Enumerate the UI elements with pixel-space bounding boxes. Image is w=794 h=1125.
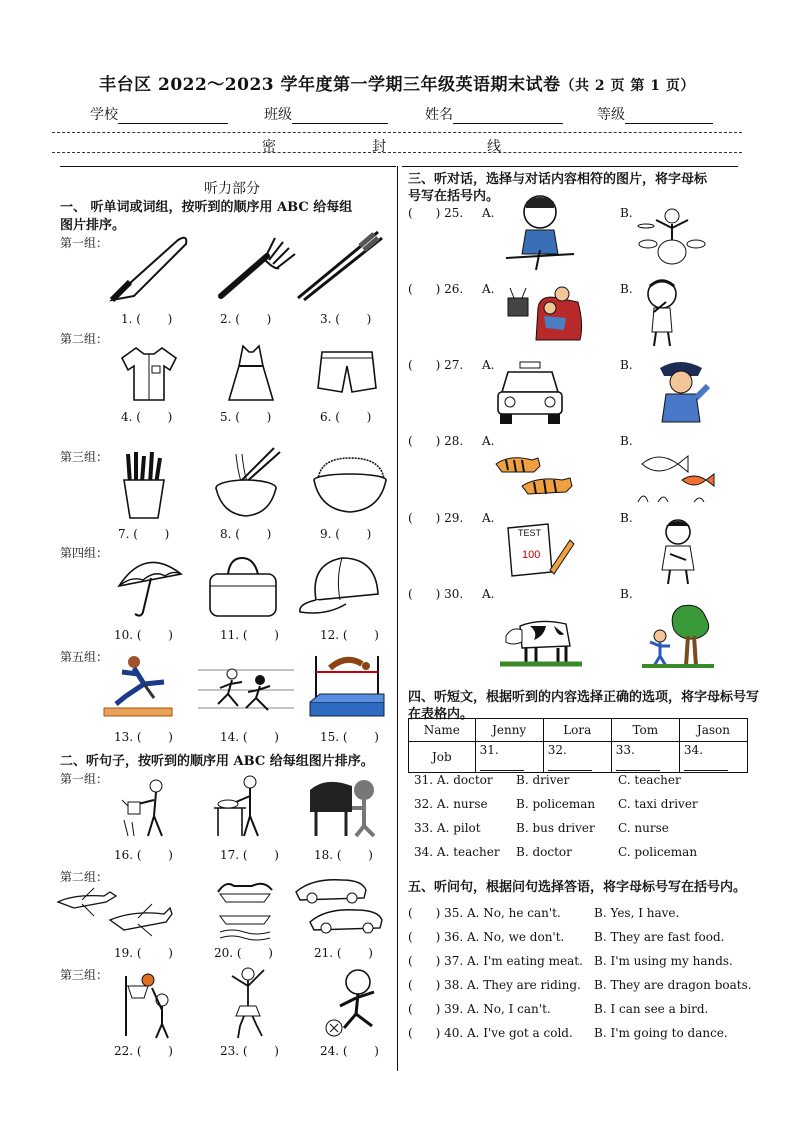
q14[interactable]: 14. ( )	[220, 730, 279, 744]
table-header-row	[409, 719, 748, 742]
shirt-icon	[118, 344, 180, 402]
part4-title-line1: 四、听短文，根据听到的内容选择正确的选项，将字母标号写	[408, 690, 760, 705]
q40-b: B. I'm going to dance.	[594, 1026, 728, 1040]
group3-label: 第三组：	[60, 450, 109, 464]
q37[interactable]: ( ) 37. A. I'm eating meat.	[408, 954, 583, 968]
group5-label: 第五组：	[60, 650, 109, 664]
q25[interactable]: ( ) 25.	[408, 206, 464, 220]
score-label: 100	[522, 549, 541, 561]
group4-label: 第四组：	[60, 546, 109, 560]
part5-title: 五、听问句，根据问句选择答语，将字母标号写在括号内。	[408, 880, 747, 895]
part2-title: 二、听句子，按听到的顺序用 ABC 给每组图片排序。	[60, 754, 374, 769]
q28[interactable]: ( ) 28.	[408, 434, 464, 448]
cell-num: 34.	[683, 743, 703, 757]
option-32-b: B. policeman	[516, 797, 596, 811]
group2-1-label: 第一组：	[60, 772, 109, 786]
q30-b: B.	[620, 587, 633, 601]
sports-cars-icon	[292, 872, 384, 942]
option-31-a: 31. A. doctor	[414, 773, 493, 787]
right-top-rule	[402, 166, 738, 167]
rice-icon	[310, 454, 390, 516]
school-blank[interactable]	[118, 109, 228, 124]
grade-label: 等级	[597, 107, 625, 123]
seal-char-2: 封	[372, 139, 386, 155]
option-32-a: 32. A. nurse	[414, 797, 488, 811]
group2-2-label: 第二组：	[60, 870, 109, 884]
test-paper-icon	[504, 522, 574, 578]
q30[interactable]: ( ) 30.	[408, 587, 464, 601]
title-text: 丰台区 2022～2023 学年度第一学期三年级英语期末试卷	[99, 75, 561, 95]
q10[interactable]: 10. ( )	[114, 628, 173, 642]
q5[interactable]: 5. ( )	[220, 410, 272, 424]
q38[interactable]: ( ) 38. A. They are riding.	[408, 978, 581, 992]
answer-cell-32[interactable]	[543, 742, 611, 773]
q1[interactable]: 1. ( )	[121, 312, 173, 326]
q25-a: A.	[482, 206, 495, 220]
table-header: Lora	[543, 719, 611, 742]
row-label: Job	[409, 742, 476, 773]
answer-blank[interactable]	[480, 758, 524, 771]
q18[interactable]: 18. ( )	[314, 848, 373, 862]
umbrella-icon	[115, 556, 185, 620]
option-33-a: 33. A. pilot	[414, 821, 481, 835]
planes-icon	[54, 884, 174, 938]
dragon-boat-icon	[212, 876, 278, 942]
q29-b: B.	[620, 511, 633, 525]
q40[interactable]: ( ) 40. A. I've got a cold.	[408, 1026, 573, 1040]
q26[interactable]: ( ) 26.	[408, 282, 464, 296]
q28-a: A.	[482, 434, 495, 448]
column-divider	[397, 166, 398, 1071]
q30-a: A.	[482, 587, 495, 601]
answer-blank[interactable]	[548, 758, 592, 771]
q27-a: A.	[482, 358, 495, 372]
q38-b: B. They are dragon boats.	[594, 978, 752, 992]
name-field	[425, 104, 563, 124]
seal-char-3: 线	[487, 139, 501, 155]
group1-label: 第一组：	[60, 236, 109, 250]
table-header: Name	[409, 719, 476, 742]
table-row	[409, 742, 748, 773]
q12[interactable]: 12. ( )	[320, 628, 379, 642]
family-tv-icon	[506, 284, 586, 344]
class-field	[264, 104, 388, 124]
class-blank[interactable]	[292, 109, 388, 124]
cell-num: 31.	[479, 743, 499, 757]
q29-a: A.	[482, 511, 495, 525]
part3-title-line1: 三、听对话，选择与对话内容相符的图片，将字母标	[408, 172, 708, 187]
name-label: 姓名	[425, 107, 453, 123]
q39-b: B. I can see a bird.	[594, 1002, 709, 1016]
part1-title-line1: 一、 听单词或词组，按听到的顺序用 ABC 给每组	[60, 200, 353, 215]
q11[interactable]: 11. ( )	[220, 628, 279, 642]
q21[interactable]: 21. ( )	[314, 946, 373, 960]
class-label: 班级	[264, 107, 292, 123]
long-jump-icon	[104, 652, 174, 718]
q27-b: B.	[620, 358, 633, 372]
shorts-icon	[316, 348, 378, 396]
fork-icon	[215, 230, 299, 302]
q25-b: B.	[620, 206, 633, 220]
q3[interactable]: 3. ( )	[320, 312, 372, 326]
q29[interactable]: ( ) 29.	[408, 511, 464, 525]
bag-icon	[206, 556, 280, 620]
group2-label: 第二组：	[60, 332, 109, 346]
drummer-icon	[636, 204, 706, 266]
option-33-c: C. nurse	[618, 821, 669, 835]
policeman-icon	[652, 356, 710, 428]
grade-field	[597, 104, 713, 124]
part1-title-line2: 图片排序。	[60, 218, 126, 233]
answer-cell-34[interactable]	[679, 742, 747, 773]
seal-line-top	[52, 132, 742, 133]
q36[interactable]: ( ) 36. A. No, we don't.	[408, 930, 565, 944]
answer-blank[interactable]	[684, 758, 728, 771]
q28-b: B.	[620, 434, 633, 448]
jobs-table	[408, 718, 748, 773]
seal-char-1: 密	[262, 139, 276, 155]
cooking-icon	[210, 772, 270, 840]
q27[interactable]: ( ) 27.	[408, 358, 464, 372]
q7[interactable]: 7. ( )	[118, 527, 170, 541]
q22[interactable]: 22. ( )	[114, 1044, 173, 1058]
seal-line-bottom	[52, 152, 742, 153]
basketball-icon	[122, 972, 178, 1040]
test-label: TEST	[518, 528, 542, 538]
dress-icon	[225, 344, 277, 402]
option-31-c: C. teacher	[618, 773, 681, 787]
school-field	[90, 104, 228, 124]
boy-tree-icon	[642, 602, 714, 670]
option-33-b: B. bus driver	[516, 821, 595, 835]
part3-title-line2: 号写在括号内。	[408, 189, 500, 204]
q19[interactable]: 19. ( )	[114, 946, 173, 960]
exam-title	[0, 70, 794, 95]
taxi-icon	[494, 360, 566, 428]
part4-title-line2: 在表格内。	[408, 707, 474, 722]
model-plane-boy-icon	[500, 194, 580, 274]
answer-cell-31[interactable]	[475, 742, 543, 773]
q13[interactable]: 13. ( )	[114, 730, 173, 744]
q20[interactable]: 20. ( )	[214, 946, 273, 960]
group2-3-label: 第三组：	[60, 968, 109, 982]
knife-icon	[108, 232, 192, 304]
left-top-rule	[60, 166, 396, 167]
q4[interactable]: 4. ( )	[121, 410, 173, 424]
q37-b: B. I'm using my hands.	[594, 954, 733, 968]
section-title: 听力部分	[204, 181, 260, 197]
q6[interactable]: 6. ( )	[320, 410, 372, 424]
q24[interactable]: 24. ( )	[320, 1044, 379, 1058]
q2[interactable]: 2. ( )	[220, 312, 272, 326]
cell-num: 33.	[615, 743, 635, 757]
option-34-c: C. policeman	[618, 845, 698, 859]
fish-icon	[634, 444, 716, 504]
table-header: Jenny	[475, 719, 543, 742]
school-label: 学校	[90, 107, 118, 123]
grade-blank[interactable]	[625, 109, 713, 124]
option-34-a: 34. A. teacher	[414, 845, 500, 859]
football-icon	[318, 966, 384, 1038]
q9[interactable]: 9. ( )	[320, 527, 372, 541]
q26-a: A.	[482, 282, 495, 296]
cap-icon	[296, 554, 382, 620]
name-blank[interactable]	[453, 109, 563, 124]
page-count: （共 2 页 第 1 页）	[560, 78, 695, 94]
q35[interactable]: ( ) 35. A. No, he can't.	[408, 906, 561, 920]
tigers-icon	[492, 450, 576, 500]
noodles-icon	[208, 444, 284, 520]
chopsticks-icon	[294, 226, 384, 302]
answer-cell-33[interactable]	[611, 742, 679, 773]
high-jump-icon	[310, 652, 384, 720]
piano-icon	[306, 772, 382, 840]
thinking-boy-icon	[636, 278, 686, 348]
fries-icon	[118, 450, 170, 520]
cow-icon	[500, 612, 582, 668]
watering-icon	[120, 776, 176, 840]
option-31-b: B. driver	[516, 773, 570, 787]
cell-num: 32.	[547, 743, 567, 757]
table-header: Jason	[679, 719, 747, 742]
sick-boy-icon	[652, 516, 710, 586]
q23[interactable]: 23. ( )	[220, 1044, 279, 1058]
q16[interactable]: 16. ( )	[114, 848, 173, 862]
q17[interactable]: 17. ( )	[220, 848, 279, 862]
q36-b: B. They are fast food.	[594, 930, 725, 944]
q35-b: B. Yes, I have.	[594, 906, 680, 920]
table-header: Tom	[611, 719, 679, 742]
dancing-icon	[226, 966, 270, 1040]
answer-blank[interactable]	[616, 758, 660, 771]
q8[interactable]: 8. ( )	[220, 527, 272, 541]
q39[interactable]: ( ) 39. A. No, I can't.	[408, 1002, 551, 1016]
q15[interactable]: 15. ( )	[320, 730, 379, 744]
running-icon	[198, 658, 294, 716]
q26-b: B.	[620, 282, 633, 296]
option-32-c: C. taxi driver	[618, 797, 698, 811]
option-34-b: B. doctor	[516, 845, 572, 859]
